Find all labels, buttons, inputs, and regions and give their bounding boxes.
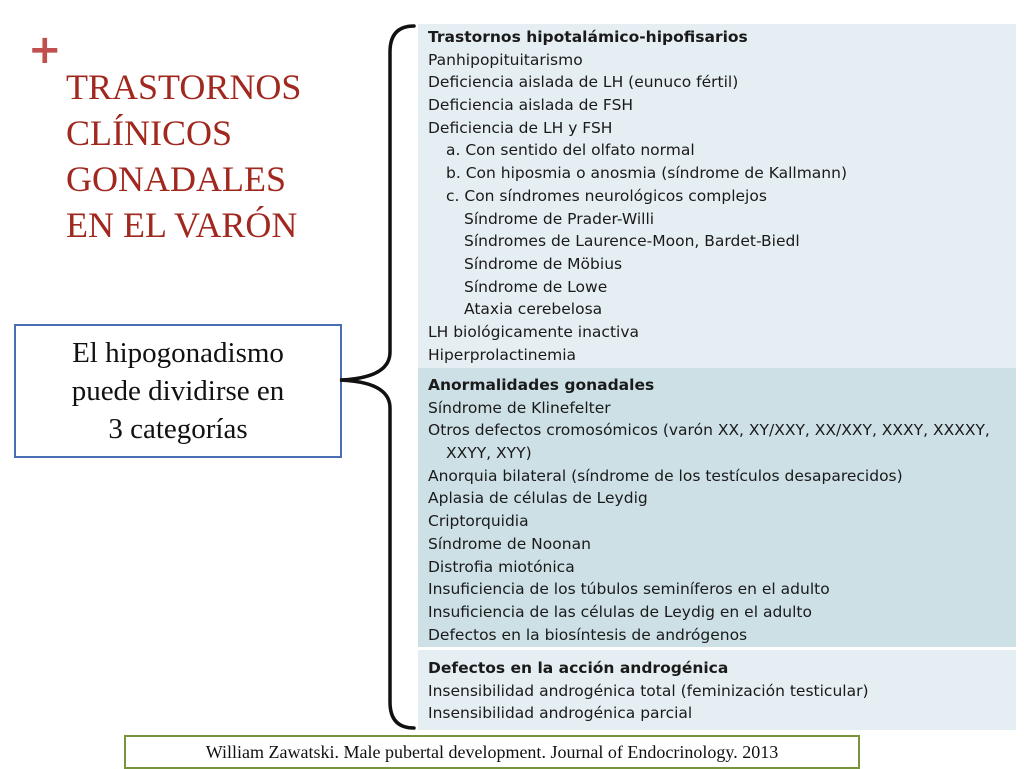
list-item: Síndrome de Klinefelter bbox=[428, 398, 611, 417]
list-item: Ataxia cerebelosa bbox=[464, 300, 603, 319]
title-line: EN EL VARÓN bbox=[66, 205, 298, 245]
section-heading: Defectos en la acción androgénica bbox=[428, 659, 729, 677]
list-item: Otros defectos cromosómicos (varón XX, XY/XXY, XX/XXY, XXXY, XXXXY, bbox=[428, 421, 990, 440]
list-item: Síndromes de Laurence-Moon, Bardet-Biedl bbox=[464, 232, 800, 251]
list-item: Deficiencia de LH y FSH bbox=[428, 118, 613, 137]
list-item: Síndrome de Noonan bbox=[428, 534, 591, 553]
list-item: XXYY, XYY) bbox=[446, 444, 532, 463]
list-item: Anorquia bilateral (síndrome de los testículos desaparecidos) bbox=[428, 466, 903, 485]
list-item: c. Con síndromes neurológicos complejos bbox=[446, 186, 767, 205]
list-item: b. Con hiposmia o anosmia (síndrome de Kallmann) bbox=[446, 164, 847, 183]
plus-icon: + bbox=[28, 27, 62, 73]
table-section-gonadal bbox=[418, 368, 1016, 650]
list-item: Hiperprolactinemia bbox=[428, 345, 577, 364]
list-item: Criptorquidia bbox=[428, 512, 529, 531]
list-item: Insuficiencia de las células de Leydig en el adulto bbox=[428, 602, 812, 621]
list-item: Insensibilidad androgénica parcial bbox=[428, 704, 693, 723]
list-item: Síndrome de Möbius bbox=[464, 254, 623, 273]
list-item: LH biológicamente inactiva bbox=[428, 322, 640, 341]
list-item: Síndrome de Lowe bbox=[464, 277, 608, 296]
list-item: Insensibilidad androgénica total (feminización testicular) bbox=[428, 681, 869, 700]
table-section-hypothalamic bbox=[418, 24, 1016, 368]
section-heading: Anormalidades gonadales bbox=[428, 376, 655, 394]
slide-title bbox=[66, 64, 301, 248]
callout-line: El hipogonadismo bbox=[72, 337, 284, 369]
list-item: Defectos en la biosíntesis de andrógenos bbox=[428, 625, 748, 644]
callout-line: 3 categorías bbox=[108, 413, 248, 445]
list-item: a. Con sentido del olfato normal bbox=[446, 141, 695, 160]
title-line: GONADALES bbox=[66, 159, 286, 199]
title-line: CLÍNICOS bbox=[66, 113, 233, 153]
callout-box bbox=[14, 324, 342, 458]
curly-brace-icon bbox=[338, 22, 420, 732]
list-item: Aplasia de células de Leydig bbox=[428, 489, 648, 508]
list-item: Deficiencia aislada de FSH bbox=[428, 96, 634, 115]
classification-table bbox=[418, 24, 1016, 730]
list-item: Insuficiencia de los túbulos seminíferos en el adulto bbox=[428, 580, 830, 599]
callout-line: puede dividirse en bbox=[71, 375, 285, 407]
list-item: Síndrome de Prader-Willi bbox=[464, 209, 655, 228]
section-divider bbox=[418, 647, 1016, 650]
list-item: Distrofia miotónica bbox=[428, 557, 575, 576]
citation-box: William Zawatski. Male pubertal development. Journal of Endocrinology. 2013 bbox=[124, 735, 860, 769]
table-section-androgen-action bbox=[418, 650, 1016, 730]
list-item: Panhipopituitarismo bbox=[428, 50, 583, 69]
section-heading: Trastornos hipotalámico-hipofisarios bbox=[428, 28, 748, 46]
list-item: Deficiencia aislada de LH (eunuco fértil) bbox=[428, 73, 739, 92]
title-line: TRASTORNOS bbox=[66, 67, 302, 107]
